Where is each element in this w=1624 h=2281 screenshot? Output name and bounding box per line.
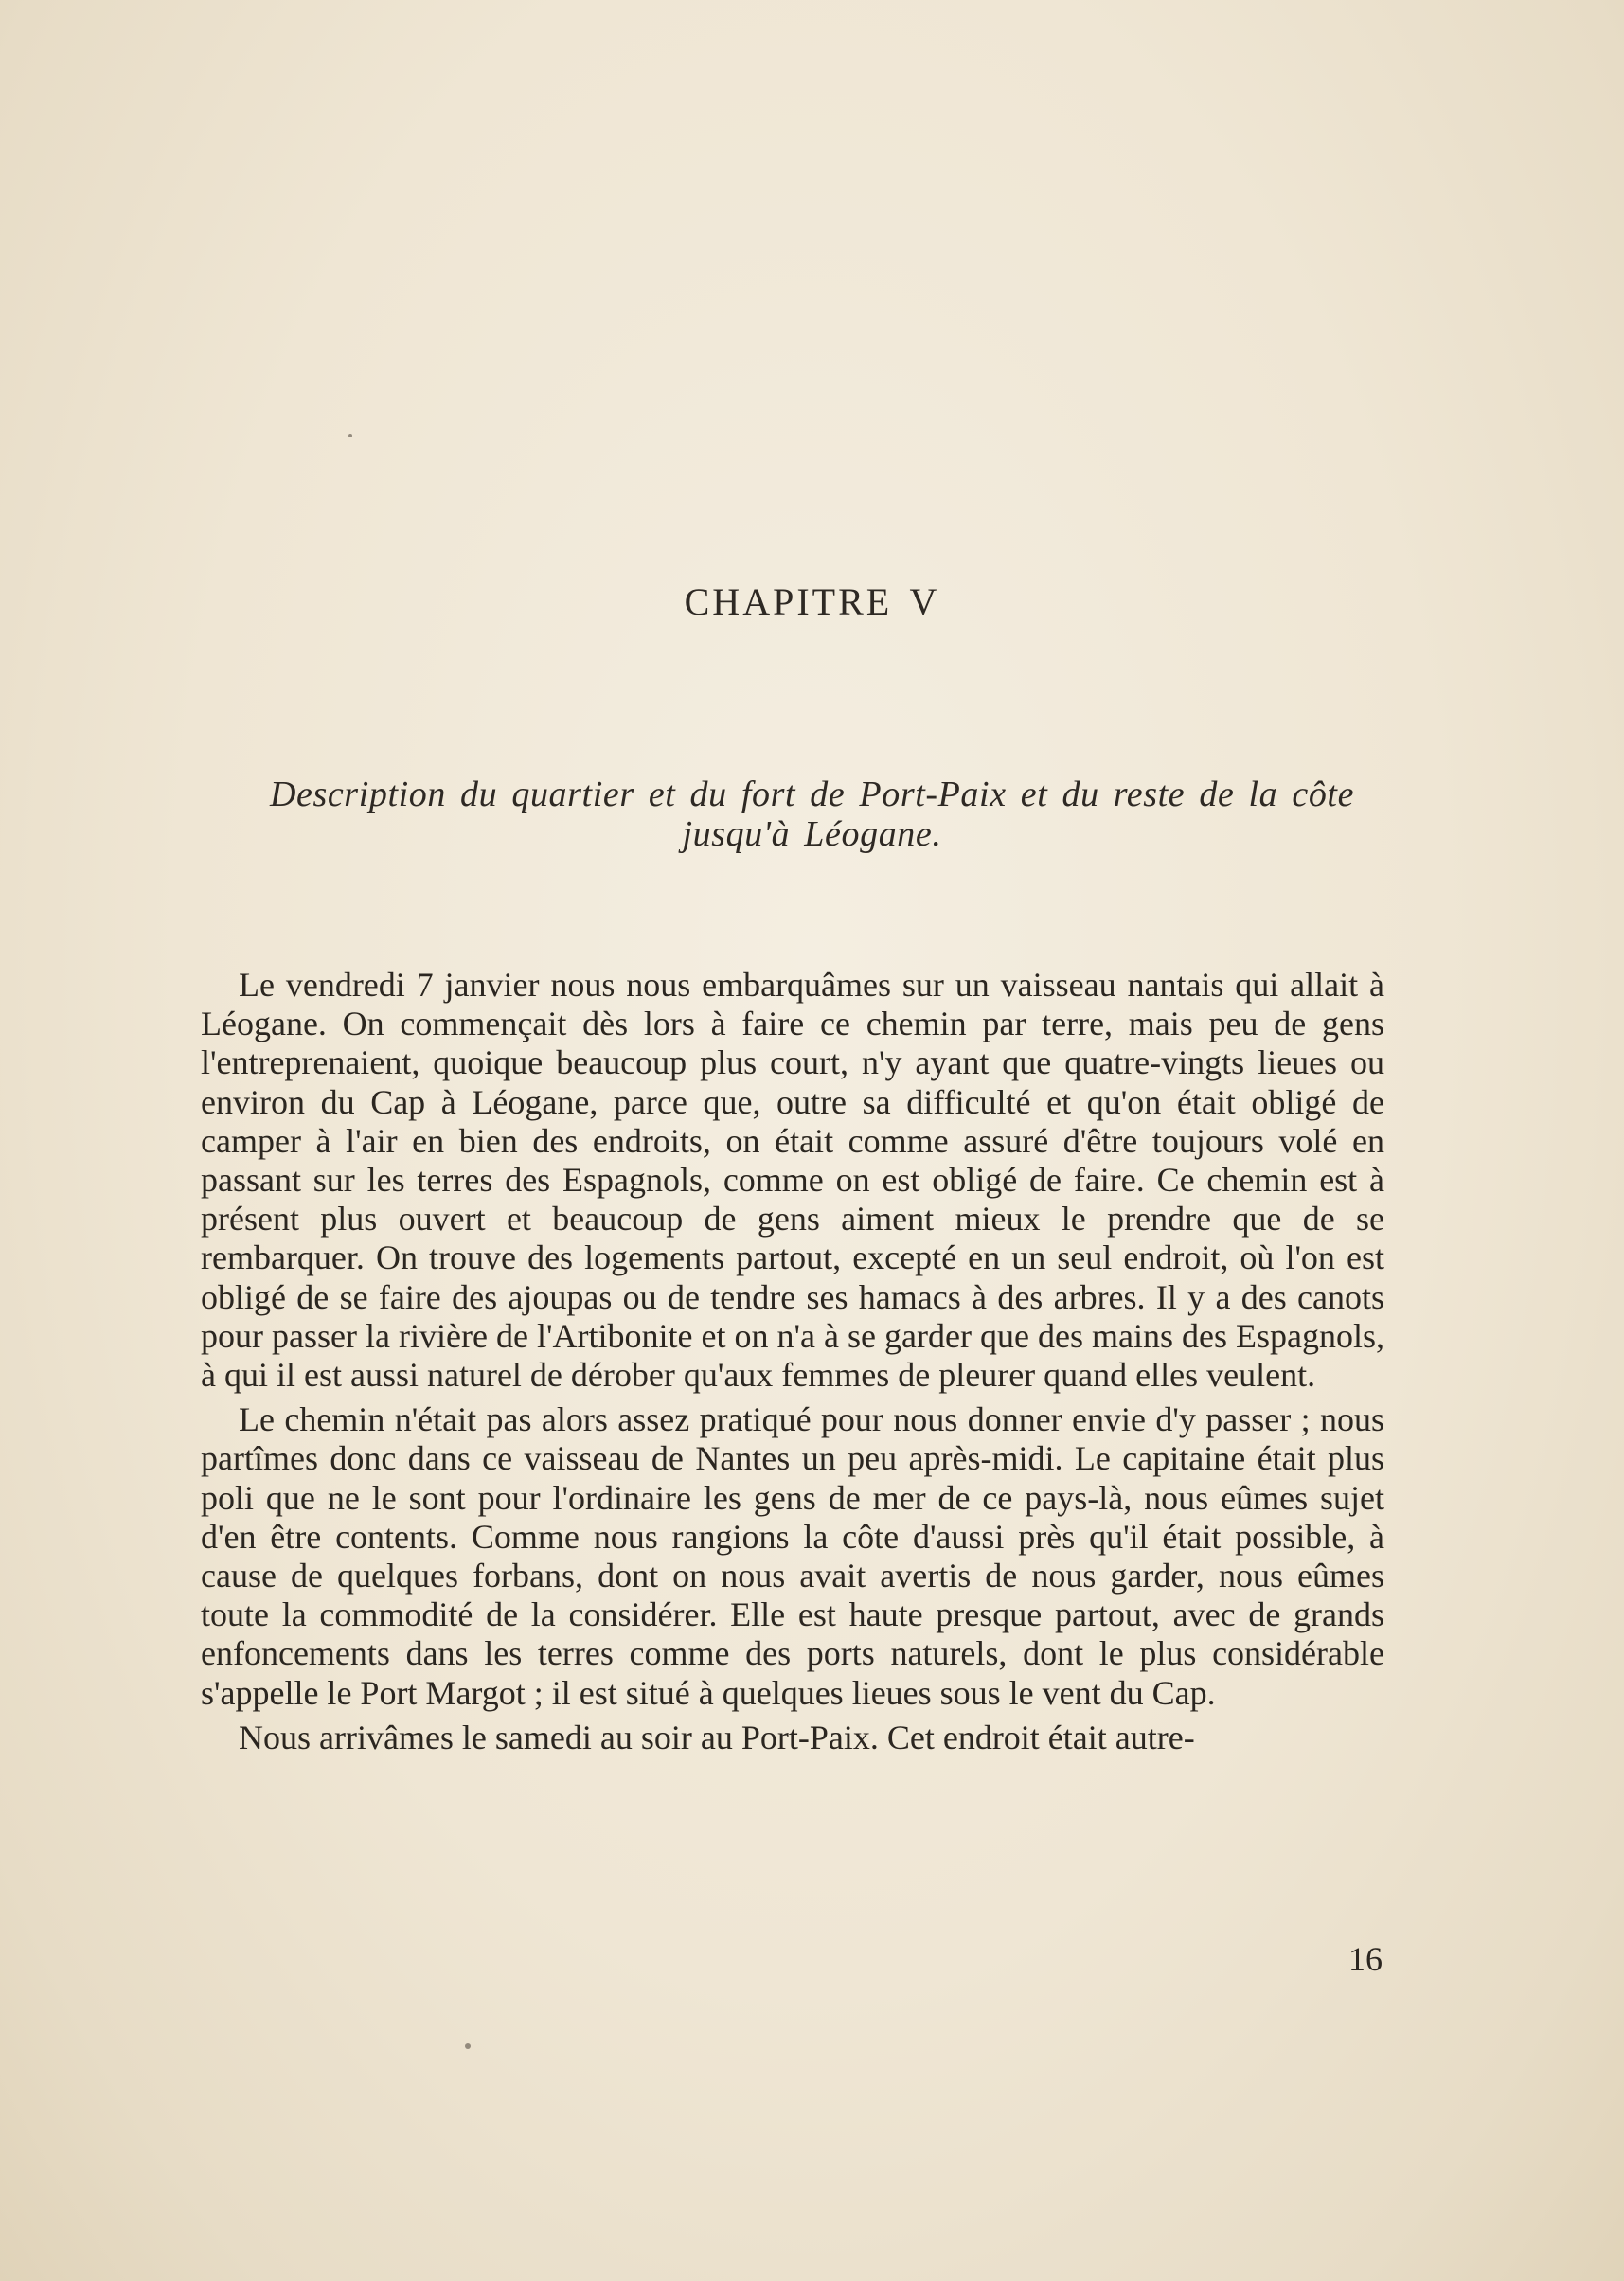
paragraph-1: Le vendredi 7 janvier nous nous embarquâmes sur un vaisseau nantais qui allait à Léogane. On commençait dès lors à faire ce chemin par terre, mais peu de gens l'entreprenaient, quoique beaucoup plus court, n'y ayant que quatre-vingts lieues ou environ du Cap à Léogane, parce que, outre sa difficulté et qu'on était obligé de camper à l'air en bien des endroits, on était comme assuré d'être toujours volé en passant sur les terres des Espagnols, comme on est obligé de faire. Ce chemin est à présent plus ouvert et beaucoup de gens aiment mieux le prendre que de se rembarquer. On trouve des logements partout, excepté en un seul endroit, où l'on est obligé de se faire des ajoupas ou de tendre ses hamacs à des arbres. Il y a des canots pour passer la rivière de l'Artibonite et on n'a à se garder que des mains des Espagnols, à qui il est aussi naturel de dérober qu'aux femmes de pleurer quand elles veulent.	[201, 966, 1384, 1395]
paragraph-2: Le chemin n'était pas alors assez pratiqué pour nous donner envie d'y passer ; nous partîmes donc dans ce vaisseau de Nantes un peu après-midi. Le capitaine était plus poli que ne le sont pour l'ordinaire les gens de mer de ce pays-là, nous eûmes sujet d'en être contents. Comme nous rangions la côte d'aussi près qu'il était possible, à cause de quelques forbans, dont on nous avait avertis de nous garder, nous eûmes toute la commodité de la considérer. Elle est haute presque partout, avec de grands enfoncements dans les terres comme des ports naturels, dont le plus considérable s'appelle le Port Margot ; il est situé à quelques lieues sous le vent du Cap.	[201, 1400, 1384, 1712]
page-number: 16	[1348, 1940, 1383, 1978]
paragraph-3: Nous arrivâmes le samedi au soir au Port-Paix. Cet endroit était autre-	[239, 1718, 1195, 1756]
paper-speck	[465, 2043, 471, 2049]
chapter-title: CHAPITRE V	[684, 580, 940, 623]
paper-speck	[348, 434, 352, 437]
chapter-subtitle: Description du quartier et du fort de Port-Paix et du reste de la côte jusqu'à Léogane.	[269, 775, 1355, 854]
body-text	[201, 966, 1384, 1757]
